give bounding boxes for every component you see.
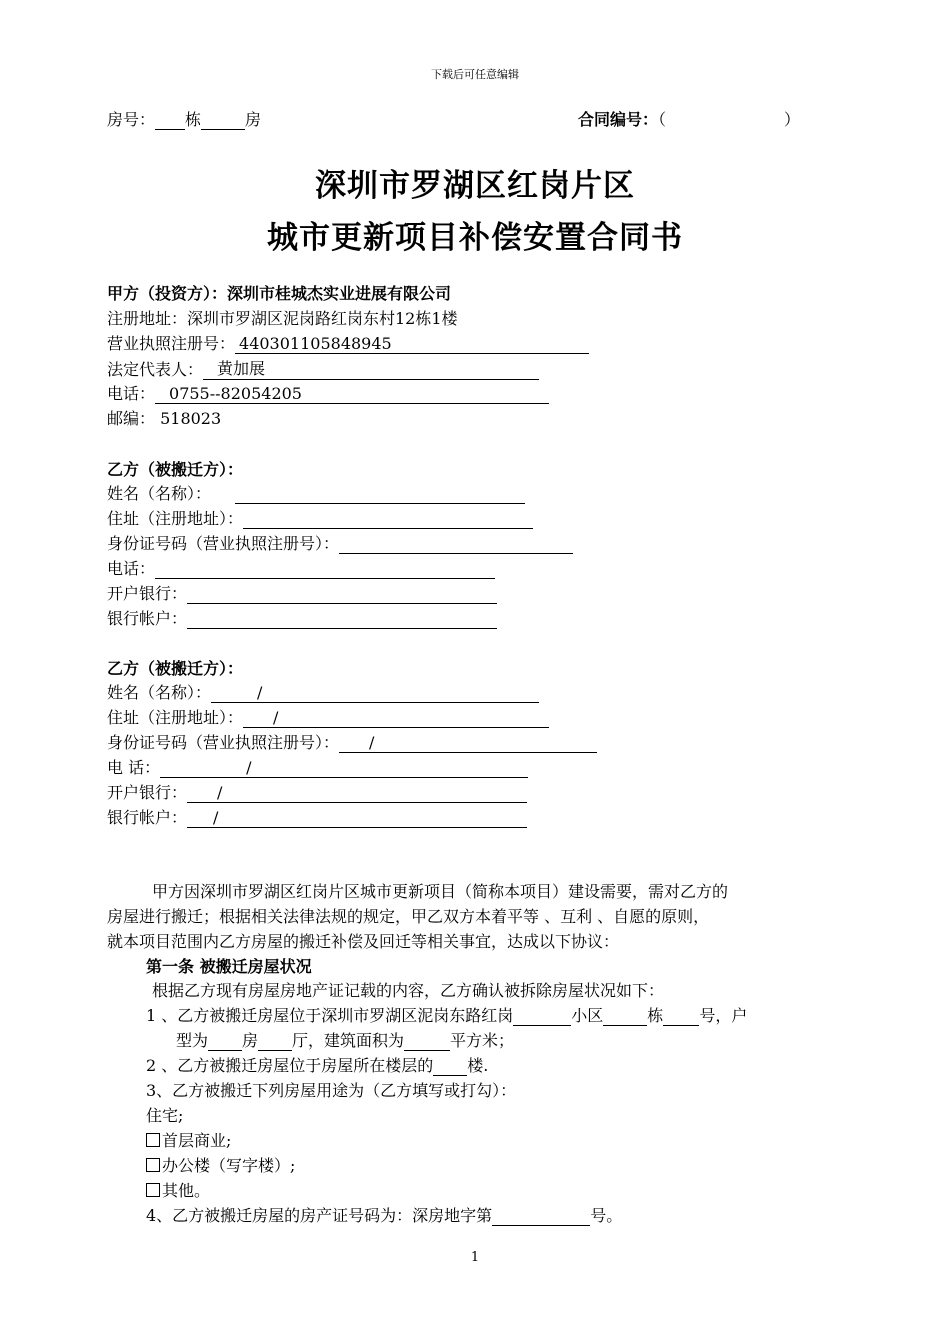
item1-text-h: 平方米； <box>450 1031 515 1050</box>
party-b2-account-slash: / <box>213 808 219 827</box>
use-commercial-option[interactable] <box>146 1128 231 1151</box>
item4-cert-blank[interactable] <box>492 1208 590 1226</box>
party-b2-bank-label: 开户银行： <box>107 783 188 802</box>
header-note: 下载后可任意编辑 <box>431 68 519 81</box>
article1-heading: 第一条 被搬迁房屋状况 <box>146 957 312 976</box>
checkbox-icon[interactable] <box>146 1133 160 1147</box>
item2-text-b: 楼. <box>467 1056 489 1075</box>
item1-text-c: 栋 <box>647 1006 664 1025</box>
house-number-line <box>107 107 261 130</box>
party-a-phone-label: 电话： <box>107 384 156 403</box>
party-b1-account-line <box>107 606 497 629</box>
item1-rooms-blank[interactable] <box>208 1033 242 1051</box>
party-b2-bank-line <box>107 780 527 803</box>
article1-item1-line2 <box>176 1028 514 1051</box>
party-a-address: 注册地址：深圳市罗湖区泥岗路红岗东村12栋1楼 <box>107 309 458 328</box>
article1-item4 <box>146 1203 622 1226</box>
item1-area-blank[interactable] <box>404 1033 450 1051</box>
use-commercial-label: 首层商业; <box>162 1131 232 1150</box>
page-number: 1 <box>470 1250 480 1265</box>
party-a-postcode: 邮编： 518023 <box>107 409 222 428</box>
building-suffix: 栋 <box>185 110 202 129</box>
intro-line-1: 甲方因深圳市罗湖区红岗片区城市更新项目（简称本项目）建设需要，需对乙方的 <box>152 882 729 901</box>
party-b1-account-label: 银行帐户： <box>107 609 188 628</box>
party-b1-id-line <box>107 531 573 554</box>
party-b2-phone-line <box>107 755 528 778</box>
party-a-heading: 甲方（投资方）：深圳市桂城杰实业进展有限公司 <box>107 284 452 303</box>
party-a-phone-value: 0755--82054205 <box>155 384 549 404</box>
party-b2-heading: 乙方（被搬迁方）： <box>107 659 244 678</box>
article1-item3: 3、乙方被搬迁下列房屋用途为（乙方填写或打勾）： <box>146 1081 517 1100</box>
contract-number-label: 合同编号： <box>578 110 659 129</box>
use-residential: 住宅; <box>146 1106 184 1125</box>
use-office-label: 办公楼（写字楼）; <box>162 1156 296 1175</box>
party-b1-phone-line <box>107 556 495 579</box>
party-b2-address-line <box>107 705 549 728</box>
party-b1-address-label: 住址（注册地址）： <box>107 509 244 528</box>
party-a-license-line <box>107 331 589 354</box>
party-b1-name-label: 姓名（名称）： <box>107 484 212 503</box>
building-blank[interactable] <box>155 112 185 130</box>
party-b1-heading: 乙方（被搬迁方）： <box>107 460 244 479</box>
party-b1-phone-field[interactable] <box>155 561 495 579</box>
contract-number-close: ） <box>784 110 801 129</box>
room-blank[interactable] <box>201 112 245 130</box>
intro-line-3: 就本项目范围内乙方房屋的搬迁补偿及回迁等相关事宜，达成以下协议： <box>107 932 620 951</box>
party-b2-name-slash: / <box>257 683 263 702</box>
party-b1-id-field[interactable] <box>339 536 573 554</box>
party-b1-id-label: 身份证号码（营业执照注册号）： <box>107 534 340 553</box>
party-a-license-label: 营业执照注册号： <box>107 334 236 353</box>
party-b2-phone-field[interactable] <box>160 758 528 778</box>
item1-number-blank[interactable] <box>663 1008 699 1026</box>
article1-item1-line1 <box>146 1003 747 1026</box>
party-b2-account-line <box>107 805 527 828</box>
use-office-option[interactable] <box>146 1153 295 1176</box>
party-b2-address-label: 住址（注册地址）： <box>107 708 244 727</box>
party-b1-name-field[interactable] <box>235 486 525 504</box>
party-b1-account-field[interactable] <box>187 611 497 629</box>
party-b2-id-label: 身份证号码（营业执照注册号）： <box>107 733 340 752</box>
party-b2-bank-field[interactable] <box>187 783 527 803</box>
party-a-rep-label: 法定代表人： <box>107 360 204 379</box>
title-line-2: 城市更新项目补偿安置合同书 <box>267 220 683 256</box>
party-b2-id-field[interactable] <box>339 733 597 753</box>
party-b2-name-field[interactable] <box>211 683 539 703</box>
item1-community-blank[interactable] <box>513 1008 571 1026</box>
item1-text-g: 厅，建筑面积为 <box>292 1031 405 1050</box>
party-a-license-value: 440301105848945 <box>235 334 589 354</box>
item1-building-blank[interactable] <box>603 1008 647 1026</box>
party-b2-bank-slash: / <box>217 783 223 802</box>
item1-text-a: 1 、乙方被搬迁房屋位于深圳市罗湖区泥岗东路红岗 <box>146 1006 514 1025</box>
party-a-phone-line <box>107 381 549 404</box>
intro-line-2: 房屋进行搬迁；根据相关法律法规的规定，甲乙双方本着平等 、互利 、自愿的原则， <box>107 907 710 926</box>
party-b2-phone-slash: / <box>246 758 252 777</box>
party-b2-name-line <box>107 680 539 703</box>
item1-text-f: 房 <box>242 1031 259 1050</box>
contract-number-open: （ <box>658 110 667 129</box>
party-b2-account-label: 银行帐户： <box>107 808 188 827</box>
article1-item2 <box>146 1053 488 1076</box>
room-suffix: 房 <box>245 110 262 129</box>
party-b1-bank-line <box>107 581 497 604</box>
item4-text-a: 4、乙方被搬迁房屋的房产证号码为：深房地字第 <box>146 1206 493 1225</box>
party-b1-address-line <box>107 506 533 529</box>
article1-lead: 根据乙方现有房屋房地产证记载的内容，乙方确认被拆除房屋状况如下： <box>152 981 665 1000</box>
title-line-1: 深圳市罗湖区红岗片区 <box>315 168 635 204</box>
party-b2-id-line <box>107 730 597 753</box>
party-b2-account-field[interactable] <box>187 808 527 828</box>
party-b1-bank-label: 开户银行： <box>107 584 188 603</box>
item4-text-b: 号。 <box>590 1206 623 1225</box>
party-b1-address-field[interactable] <box>243 511 533 529</box>
party-b2-id-slash: / <box>369 733 375 752</box>
item1-text-e: 型为 <box>176 1031 209 1050</box>
party-b1-phone-label: 电话： <box>107 559 156 578</box>
party-b1-name-line <box>107 481 525 504</box>
party-a-rep-line <box>107 356 539 380</box>
use-other-label: 其他。 <box>162 1181 211 1200</box>
party-b1-bank-field[interactable] <box>187 586 497 604</box>
party-a-rep-value: 黄加展 <box>203 356 539 380</box>
party-b2-address-slash: / <box>273 708 279 727</box>
checkbox-icon[interactable] <box>146 1183 160 1197</box>
item2-floor-blank[interactable] <box>433 1058 467 1076</box>
contract-number-line <box>578 107 800 130</box>
checkbox-icon[interactable] <box>146 1158 160 1172</box>
party-b2-phone-label: 电 话： <box>107 758 161 777</box>
use-other-option[interactable] <box>146 1178 210 1201</box>
item1-text-d: 号，户 <box>699 1006 748 1025</box>
item1-halls-blank[interactable] <box>258 1033 292 1051</box>
party-b2-address-field[interactable] <box>243 708 549 728</box>
item2-text-a: 2 、乙方被搬迁房屋位于房屋所在楼层的 <box>146 1056 434 1075</box>
house-number-label: 房号： <box>107 110 156 129</box>
item1-text-b: 小区 <box>571 1006 604 1025</box>
party-b2-name-label: 姓名（名称）： <box>107 683 212 702</box>
